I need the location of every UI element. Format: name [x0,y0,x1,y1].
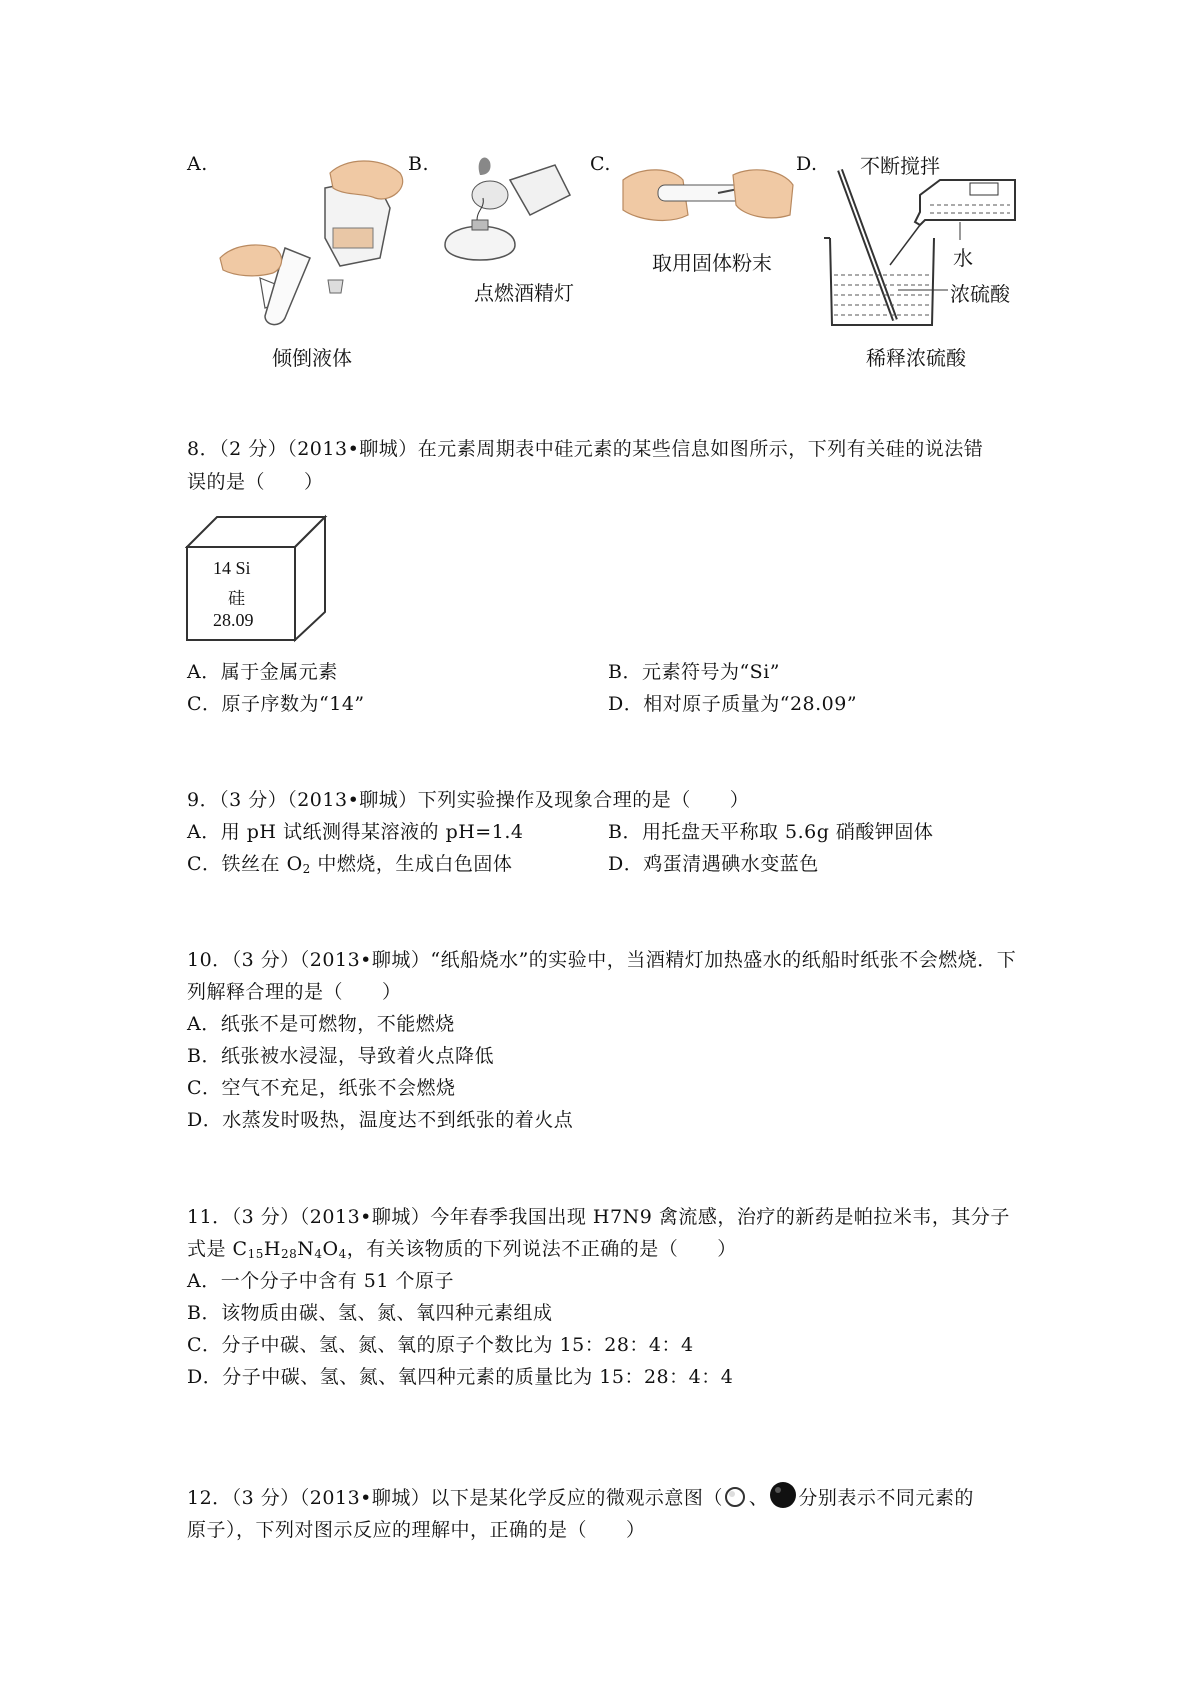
q11-stem-line1: 11．（3 分）（2013•聊城）今年春季我国出现 H7N9 禽流感，治疗的新药是帕拉米韦，其分子 [187,1206,1010,1228]
q12-stem-line2: 原子），下列对图示反应的理解中，正确的是（ ） [187,1519,646,1541]
q8-option-b: B．元素符号为“Si” [608,661,780,683]
q10-stem-line2: 列解释合理的是（ ） [187,981,402,1003]
q9-stem: 9．（3 分）（2013•聊城）下列实验操作及现象合理的是（ ） [187,789,750,811]
q10-stem-line1: 10．（3 分）（2013•聊城）“纸船烧水”的实验中，当酒精灯加热盛水的纸船时纸张不会燃烧．下 [187,949,1017,971]
q7-option-b-letter: B. [408,153,430,175]
q7-option-a-letter: A. [187,153,208,175]
white-atom-icon [723,1486,749,1508]
black-atom-icon [768,1482,798,1510]
element-name: 硅 [228,589,245,609]
q9-option-d: D．鸡蛋清遇碘水变蓝色 [608,853,819,875]
alcohol-lamp-illustration [430,150,580,280]
solid-powder-illustration [618,160,798,230]
q12-stem-line1: 12．（3 分）（2013•聊城）以下是某化学反应的微观示意图（ 、 分别表示不同元素的 [187,1482,974,1510]
q10-option-b: B．纸张被水浸湿，导致着火点降低 [187,1045,494,1067]
q7-d-stir-label: 不断搅拌 [860,154,940,178]
q11-option-d: D．分子中碳、氢、氮、氧四种元素的质量比为 15：28：4：4 [187,1366,734,1388]
q10-option-a: A．纸张不是可燃物，不能燃烧 [187,1013,455,1035]
q7-option-a-caption: 倾倒液体 [272,346,352,370]
q11-option-b: B．该物质由碳、氢、氮、氧四种元素组成 [187,1302,553,1324]
q8-option-c: C．原子序数为“14” [187,693,365,715]
q10-option-d: D．水蒸发时吸热，温度达不到纸张的着火点 [187,1109,574,1131]
element-number-symbol: 14 Si [213,558,251,578]
q9-option-a: A．用 pH 试纸测得某溶液的 pH=1.4 [187,821,524,843]
q8-stem-line2: 误的是（ ） [187,471,324,493]
q11-option-a: A．一个分子中含有 51 个原子 [187,1270,454,1292]
silicon-element-cube [185,512,335,644]
q7-d-water-label: 水 [953,246,973,270]
q9-option-b: B．用托盘天平称取 5.6g 硝酸钾固体 [608,821,934,843]
q7-option-d-caption: 稀释浓硫酸 [866,346,966,370]
q7-d-acid-label: 浓硫酸 [950,282,1010,306]
q8-option-d: D．相对原子质量为“28.09” [608,693,858,715]
q8-option-a: A．属于金属元素 [187,661,338,683]
pour-liquid-illustration [215,148,430,328]
q7-option-d-letter: D. [796,153,818,175]
q7-option-c-caption: 取用固体粉末 [652,251,772,275]
q11-option-c: C．分子中碳、氢、氮、氧的原子个数比为 15：28：4：4 [187,1334,694,1356]
q10-option-c: C．空气不充足，纸张不会燃烧 [187,1077,456,1099]
q7-option-b-caption: 点燃酒精灯 [474,281,574,305]
q9-option-c: C．铁丝在 $O_2$ 中燃烧，生成白色固体 [187,853,513,876]
q7-option-c-letter: C. [590,153,611,175]
q11-stem-line2: 式是 $C_{15}H_{28}N_4O_4$，有关该物质的下列说法不正确的是（ ） [187,1238,737,1261]
q8-stem-line1: 8．（2 分）（2013•聊城）在元素周期表中硅元素的某些信息如图所示，下列有关硅的说法错 [187,438,984,460]
element-mass: 28.09 [213,610,254,630]
